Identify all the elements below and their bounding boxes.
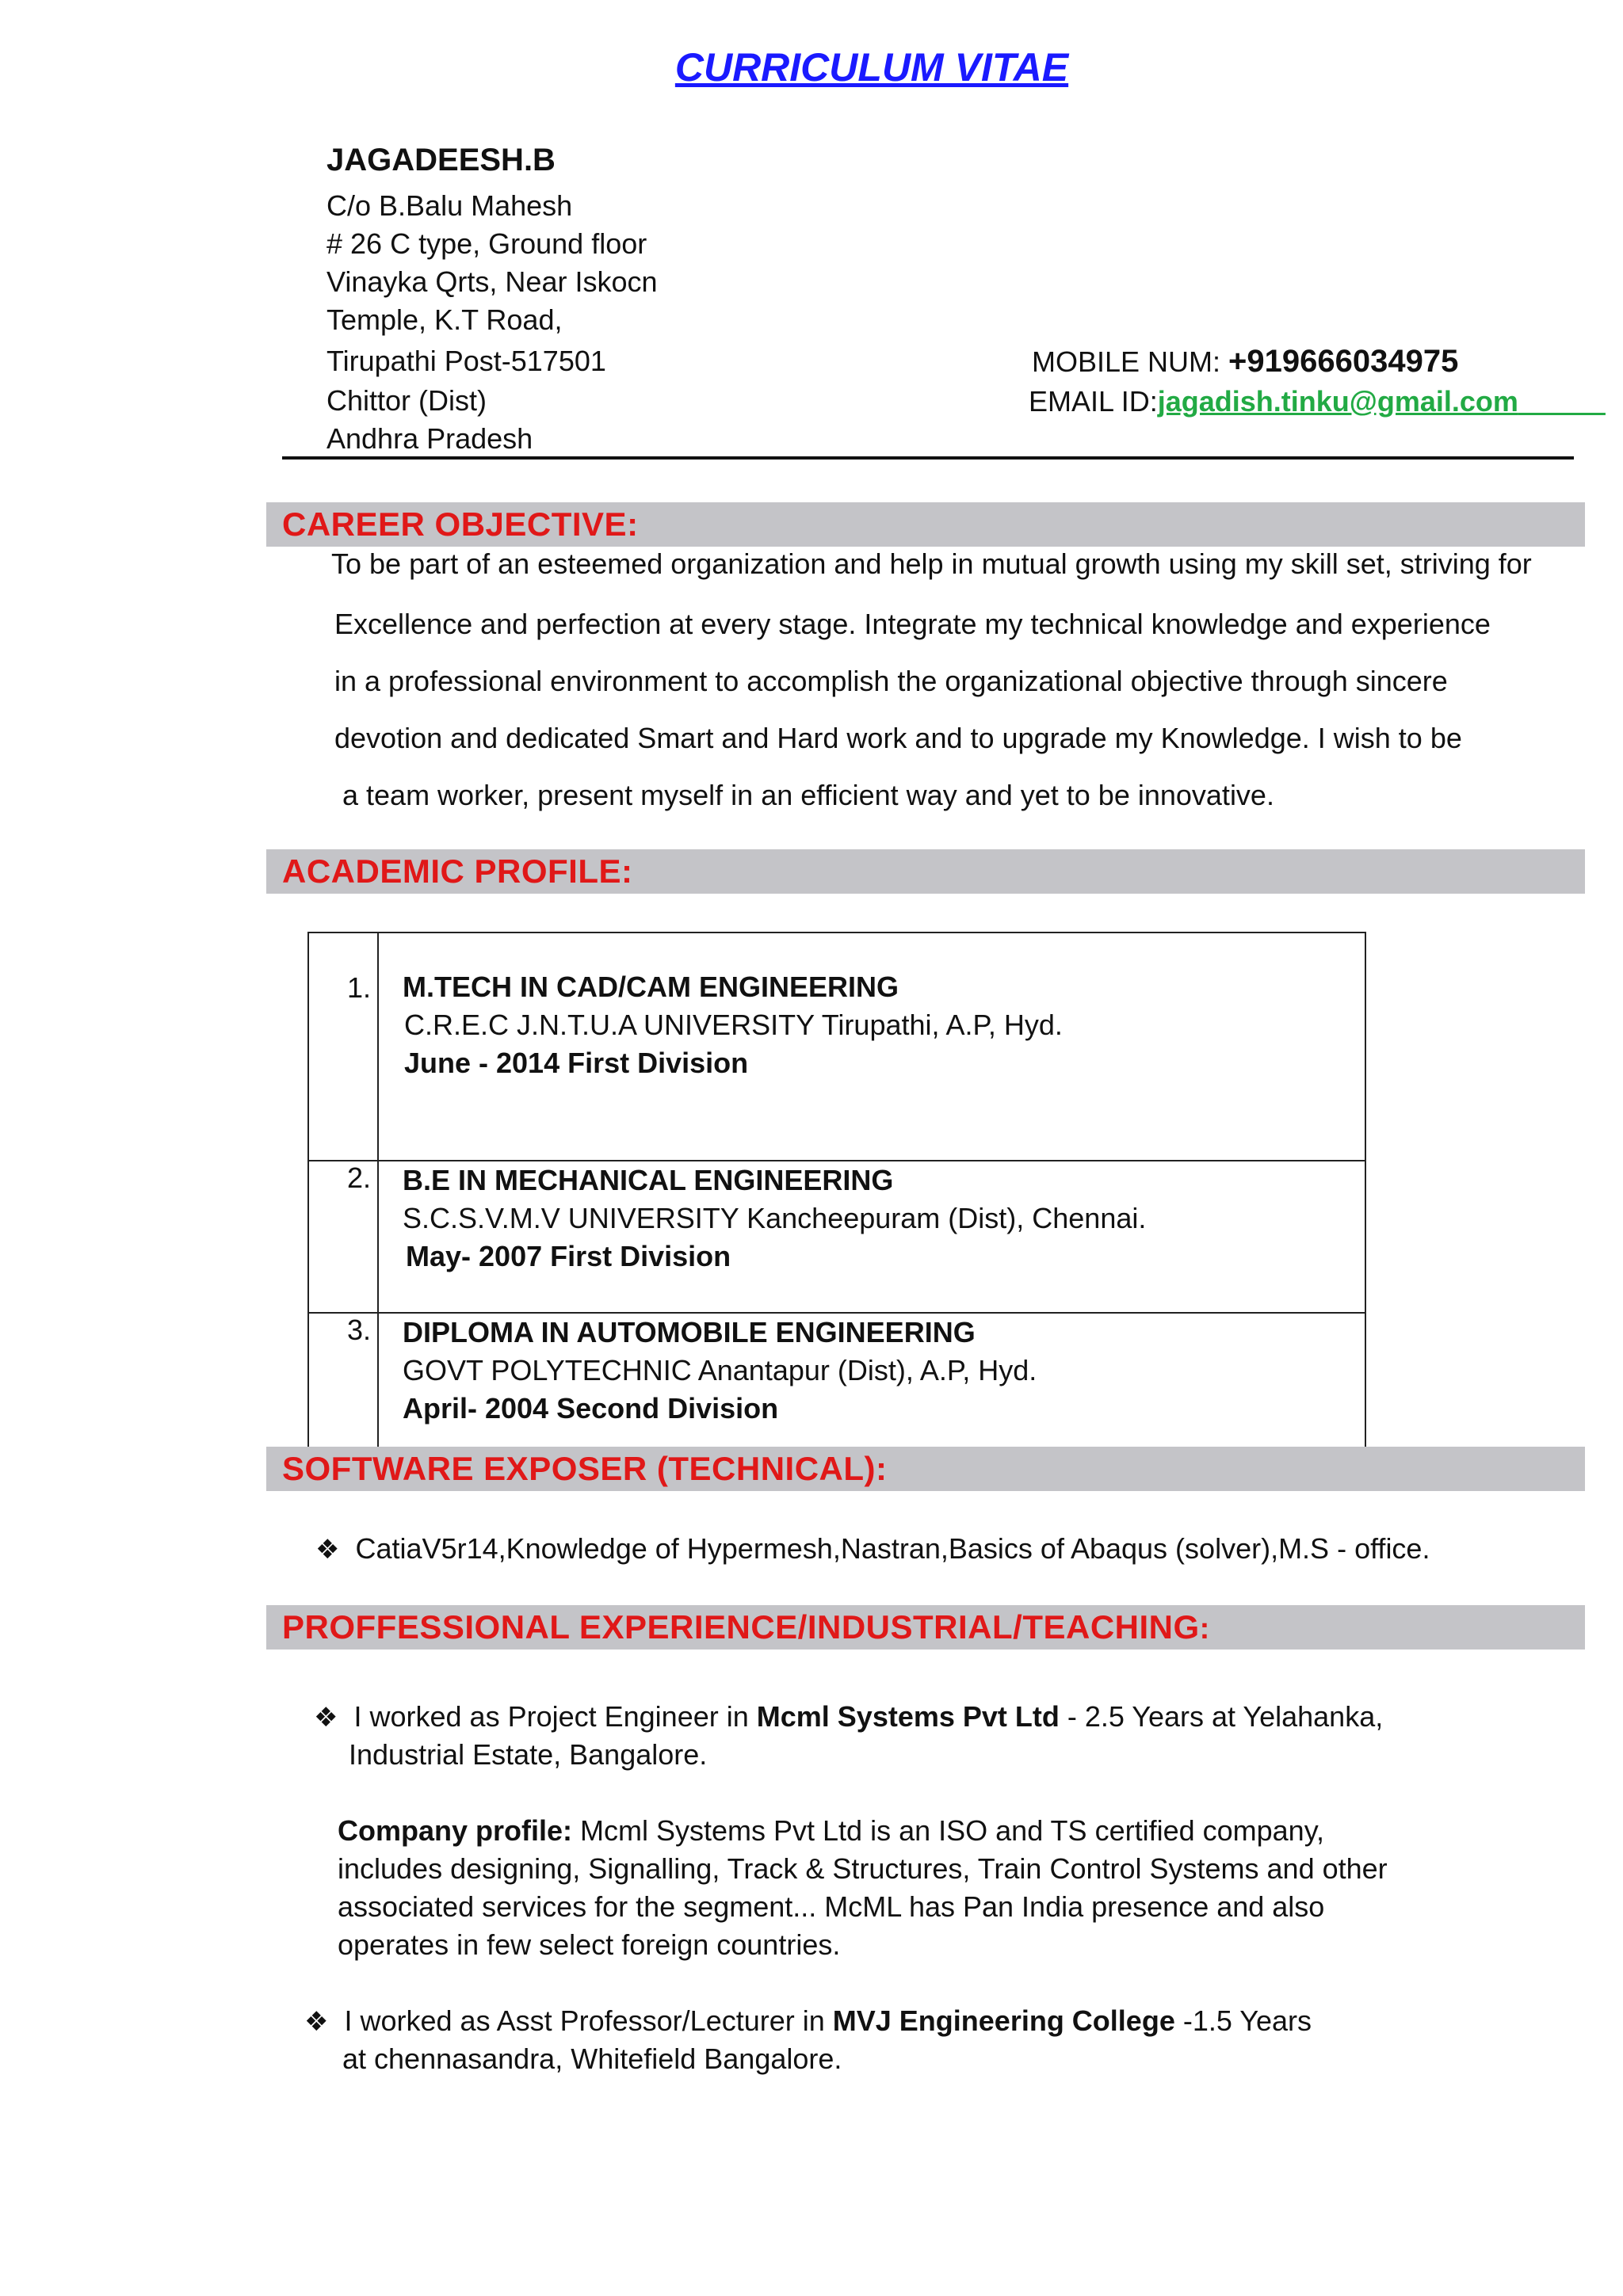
list-item: ❖ I worked as Asst Professor/Lecturer in MVJ Engineering College -1.5 Years xyxy=(304,2004,1312,2037)
career-line: devotion and dedicated Smart and Hard work and to upgrade my Knowledge. I wish to be xyxy=(334,722,1462,754)
mobile-value: +919666034975 xyxy=(1228,344,1459,379)
company-profile-label: Company profile: xyxy=(338,1814,573,1847)
career-line: in a professional environment to accomplish the organizational objective through sincere xyxy=(334,665,1448,697)
diamond-bullet-icon: ❖ xyxy=(315,1535,340,1565)
list-item: ❖ I worked as Project Engineer in Mcml Systems Pvt Ltd - 2.5 Years at Yelahanka, xyxy=(314,1700,1384,1733)
address-line: Andhra Pradesh xyxy=(327,422,533,455)
email-label: EMAIL ID: xyxy=(1029,385,1158,418)
diamond-bullet-icon: ❖ xyxy=(314,1703,338,1733)
mobile-label: MOBILE NUM: xyxy=(1032,345,1229,378)
career-line: To be part of an esteemed organization and help in mutual growth using my skill set, striving for xyxy=(331,547,1532,580)
email-link[interactable]: jagadish.tinku@gmail.com xyxy=(1157,385,1518,418)
career-line: a team worker, present myself in an efficient way and yet to be innovative. xyxy=(342,779,1274,811)
company-profile-line: associated services for the segment... McML has Pan India presence and also xyxy=(338,1890,1325,1923)
table-row xyxy=(308,933,1365,1161)
table-row xyxy=(308,1161,1365,1313)
row-number: 2. xyxy=(308,1161,378,1313)
company-profile-line: operates in few select foreign countries. xyxy=(338,1928,841,1961)
row-number: 3. xyxy=(308,1313,378,1447)
address-line: Vinayka Qrts, Near Iskocn xyxy=(327,265,658,298)
section-heading-software: SOFTWARE EXPOSER (TECHNICAL): xyxy=(282,1450,888,1487)
degree: DIPLOMA IN AUTOMOBILE ENGINEERING xyxy=(403,1316,976,1348)
row-content xyxy=(378,1313,1365,1447)
institution: C.R.E.C J.N.T.U.A UNIVERSITY Tirupathi, A.P, Hyd. xyxy=(404,1009,1063,1041)
address-line: Chittor (Dist) xyxy=(327,384,487,417)
address-line: Tirupathi Post-517501 xyxy=(327,345,606,377)
email-address xyxy=(1029,385,1606,418)
section-heading-career: CAREER OBJECTIVE: xyxy=(282,505,639,543)
diamond-bullet-icon: ❖ xyxy=(304,2007,329,2037)
company-name: Mcml Systems Pvt Ltd xyxy=(756,1700,1060,1733)
career-line: Excellence and perfection at every stage. Integrate my technical knowledge and experience xyxy=(334,608,1491,640)
section-heading-experience: PROFFESSIONAL EXPERIENCE/INDUSTRIAL/TEACHING: xyxy=(282,1608,1210,1646)
mobile-number xyxy=(1032,344,1458,379)
row-content xyxy=(378,1161,1365,1313)
address-line: C/o B.Balu Mahesh xyxy=(327,189,573,222)
address-line: Temple, K.T Road, xyxy=(327,303,563,336)
job-line: Industrial Estate, Bangalore. xyxy=(349,1738,708,1771)
job-line: at chennasandra, Whitefield Bangalore. xyxy=(342,2042,842,2075)
software-item: CatiaV5r14,Knowledge of Hypermesh,Nastran,Basics of Abaqus (solver),M.S - office. xyxy=(355,1532,1430,1565)
table-row xyxy=(308,1313,1365,1447)
degree: B.E IN MECHANICAL ENGINEERING xyxy=(403,1164,894,1196)
institution: GOVT POLYTECHNIC Anantapur (Dist), A.P, Hyd. xyxy=(403,1354,1037,1386)
row-number: 1. xyxy=(308,933,378,1161)
address-line: # 26 C type, Ground floor xyxy=(327,227,647,260)
row-content xyxy=(378,933,1365,1161)
document-title: CURRICULUM VITAE xyxy=(674,45,1069,90)
candidate-name: JAGADEESH.B xyxy=(327,143,556,177)
degree: M.TECH IN CAD/CAM ENGINEERING xyxy=(403,971,899,1003)
result: June - 2014 First Division xyxy=(404,1047,749,1079)
academic-table xyxy=(307,932,1366,1448)
company-profile: Company profile: Mcml Systems Pvt Ltd is an ISO and TS certified company, xyxy=(338,1814,1325,1847)
section-heading-academic: ACADEMIC PROFILE: xyxy=(282,852,633,890)
header-divider xyxy=(282,456,1574,460)
company-profile-line: includes designing, Signalling, Track & Structures, Train Control Systems and other xyxy=(338,1852,1388,1885)
list-item xyxy=(315,1532,1430,1566)
company-name: MVJ Engineering College xyxy=(832,2004,1175,2037)
result: April- 2004 Second Division xyxy=(403,1392,779,1425)
institution: S.C.S.V.M.V UNIVERSITY Kancheepuram (Dist), Chennai. xyxy=(403,1202,1147,1234)
result: May- 2007 First Division xyxy=(406,1240,731,1272)
